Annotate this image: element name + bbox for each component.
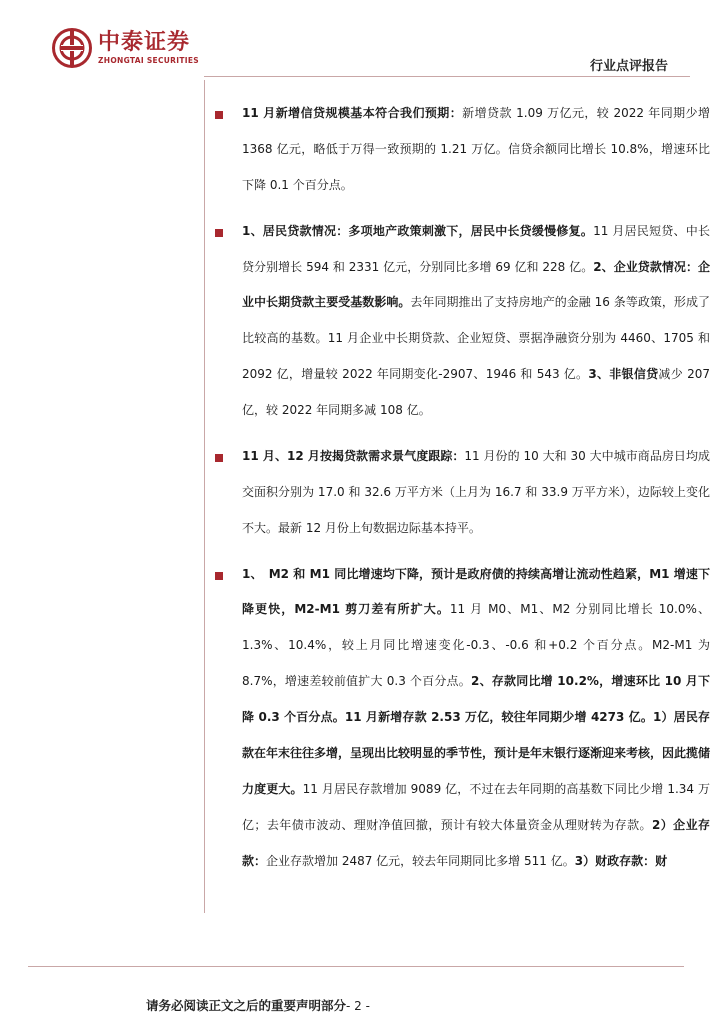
- content-left-divider: [204, 80, 205, 913]
- logo-english-name: ZHONGTAI SECURITIES: [98, 55, 199, 65]
- paragraph-text: 11 月 M0、M1、M2 分别同比增长 10.0%、1.3%、10.4%，较上月同比增速变化-0.3、-0.6 和+0.2 个百分点。M2-M1 为 8.7%，增速差较前值扩大 0.3 个百分点。: [242, 602, 710, 689]
- bullet-paragraph-money-supply-deposits: [214, 557, 710, 880]
- page-footer: [146, 996, 370, 1014]
- paragraph-text: 11 月居民短贷、中长贷分别增长 594 和 2331 亿元，分别同比多增 69 亿和 228 亿。: [242, 223, 710, 274]
- company-logo: [52, 28, 199, 68]
- bullet-square-icon: [215, 454, 223, 462]
- bullet-paragraph-household-corporate-loans: [214, 214, 710, 429]
- page-header: [0, 0, 724, 80]
- bullet-paragraph-loans-overview: [214, 96, 710, 204]
- report-body: [214, 96, 710, 889]
- paragraph-subhead: 2、存款同比增 10.2%，增速环比 10 月下降 0.3 个百分点。11 月新增存款 2.53 万亿，较往年同期少增 4273 亿。1）居民存款在年末往往多增，呈现出比较明显的季节性，预计是年末银行逐渐迎来考核，因此揽储力度更大。: [242, 674, 711, 796]
- paragraph-text: 新增贷款 1.09 万亿元，较 2022 年同期少增 1368 亿元，略低于万得一致预期的 1.21 万亿。信贷余额同比增长 10.8%，增速环比下降 0.1 个百分点。: [242, 106, 710, 192]
- disclaimer-notice: 请务必阅读正文之后的重要声明部分: [146, 998, 347, 1013]
- bullet-square-icon: [215, 111, 223, 119]
- paragraph-lead: 1、 M2 和 M1 同比增速均下降，预计是政府债的持续高增让流动性趋紧，M1 增速下降更快，M2-M1 剪刀差有所扩大。: [242, 566, 710, 617]
- paragraph-lead: 11 月、12 月按揭贷款需求景气度跟踪：: [242, 448, 465, 463]
- paragraph-text: 企业存款增加 2487 亿元，较去年同期同比多增 511 亿。: [266, 853, 575, 868]
- report-type-label: 行业点评报告: [589, 59, 668, 74]
- paragraph-text: 减少 207 亿，较 2022 年同期多减 108 亿。: [242, 367, 710, 417]
- paragraph-lead: 1、居民贷款情况：多项地产政策刺激下，居民中长贷缓慢修复。: [242, 223, 594, 238]
- bullet-square-icon: [215, 229, 223, 237]
- bullet-square-icon: [215, 572, 223, 580]
- bullet-paragraph-mortgage-demand: [214, 439, 710, 547]
- footer-divider: [28, 966, 684, 967]
- paragraph-text: 11 月份的 10 大和 30 大中城市商品房日均成交面积分别为 17.0 和 32.6 万平方米（上月为 16.7 和 33.9 万平方米），边际较上变化不大。最新 12 月份上旬数据边际基本持平。: [242, 448, 710, 535]
- zhongtai-logo-icon: [52, 28, 92, 68]
- paragraph-text: 去年同期推出了支持房地产的金融 16 条等政策，形成了比较高的基数。11 月企业中长期贷款、企业短贷、票据净融资分别为 4460、1705 和 2092 亿，增量较 2022 年同期变化-2907、1946 和 543 亿。: [242, 295, 710, 382]
- paragraph-subhead: 3、非银信贷: [588, 367, 659, 382]
- paragraph-lead: 11 月新增信贷规模基本符合我们预期：: [242, 106, 463, 120]
- paragraph-text: 11 月居民存款增加 9089 亿，不过在去年同期的高基数下同比少增 1.34 万亿；去年债市波动、理财净值回撤，预计有较大体量资金从理财转为存款。: [242, 781, 710, 832]
- paragraph-subhead: 2）企业存款：: [242, 817, 710, 868]
- logo-chinese-name: 中泰证券: [98, 29, 191, 55]
- header-divider: [204, 76, 690, 77]
- paragraph-subhead: 2、企业贷款情况：企业中长期贷款主要受基数影响。: [242, 259, 710, 310]
- paragraph-subhead: 3）财政存款：财: [574, 853, 668, 868]
- page-number: - 2 -: [346, 999, 370, 1013]
